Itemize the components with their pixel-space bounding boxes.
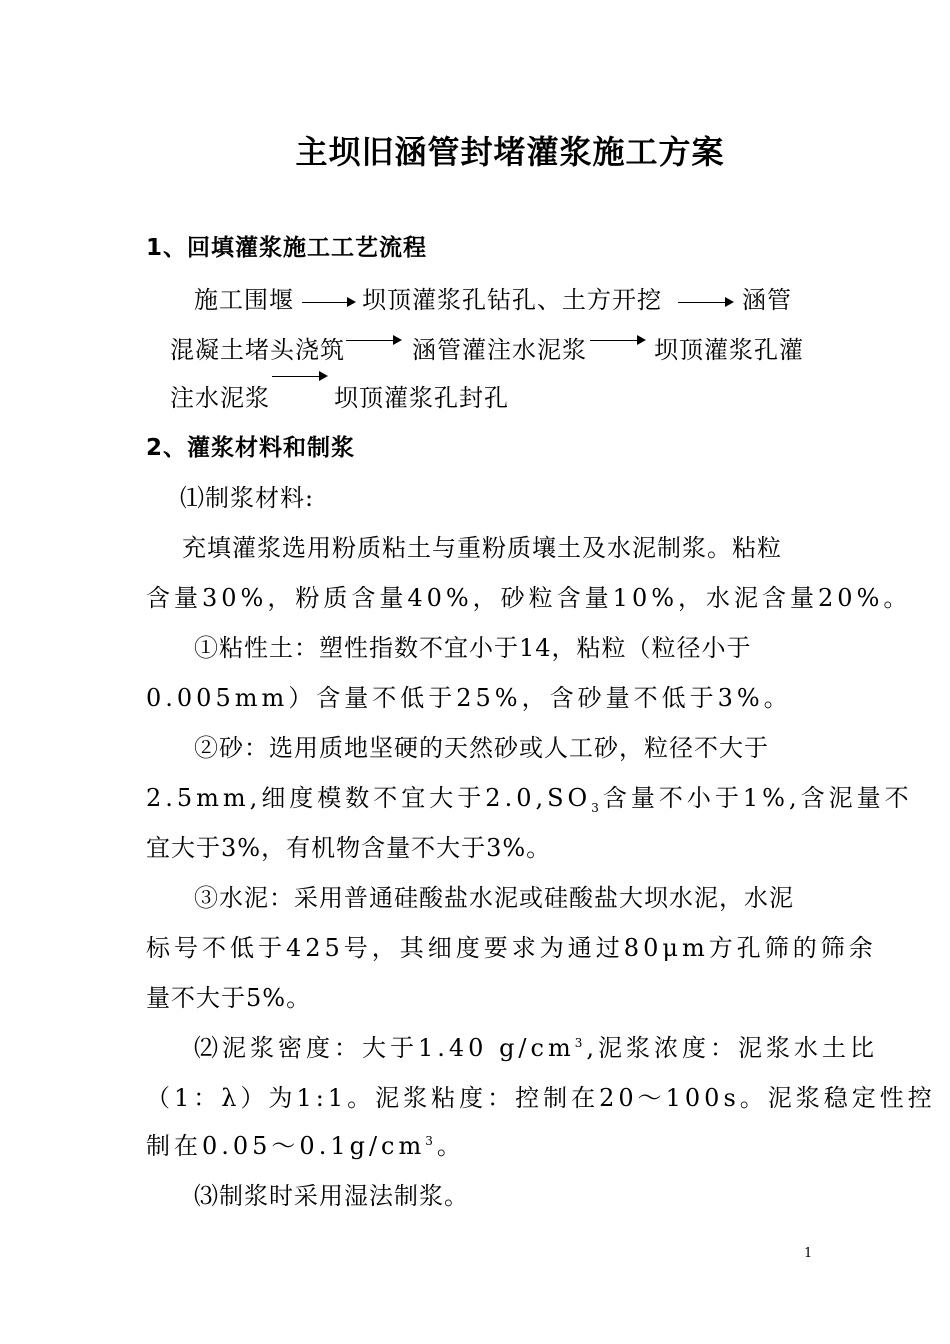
clay-line: ①粘性土：塑性指数不宜小于14，粘粒（粒径小于 <box>194 634 752 662</box>
flow-arrow-icon <box>590 340 644 341</box>
flow-arrow-icon <box>678 302 732 303</box>
item-2-line: （1：λ）为1:1。泥浆粘度：控制在20～100s。泥浆稳定性控 <box>146 1084 936 1112</box>
page-number: 1 <box>804 1246 813 1261</box>
item-1-label: ⑴制浆材料: <box>180 484 315 512</box>
paragraph-line: 充填灌浆选用粉质粘土与重粉质壤土及水泥制浆。粘粒 <box>182 534 782 562</box>
flow-step-culvert-a: 涵管 <box>742 286 792 314</box>
paragraph-line: 含量30%，粉质含量40%，砂粒含量10%，水泥含量20%。 <box>146 584 912 612</box>
item-2-line: ⑵泥浆密度：大于1.40 $g/cm^3$,泥浆浓度：泥浆水土比 <box>194 1034 878 1062</box>
sand-line: ②砂：选用质地坚硬的天然砂或人工砂，粒径不大于 <box>194 734 769 762</box>
cement-line: 量不大于5%。 <box>146 984 312 1012</box>
cement-line: 标号不低于425号，其细度要求为通过80μm方孔筛的筛余 <box>146 934 877 962</box>
flow-arrow-icon <box>346 340 400 341</box>
cement-line: ③水泥：采用普通硅酸盐水泥或硅酸盐大坝水泥，水泥 <box>194 884 794 912</box>
flow-step-crest-grouting-b: 注水泥浆 <box>170 384 270 412</box>
section-2-heading: 2、灌浆材料和制浆 <box>146 435 356 461</box>
clay-line: 0.005mm）含量不低于25%，含砂量不低于3%。 <box>146 684 792 712</box>
flow-step-culvert-grouting: 涵管灌注水泥浆 <box>412 336 587 364</box>
sand-line: 宜大于3%，有机物含量不大于3%。 <box>146 834 552 862</box>
flow-step-drilling: 坝顶灌浆孔钻孔、土方开挖 <box>362 286 662 314</box>
section-1-heading: 1、回填灌浆施工工艺流程 <box>146 235 428 261</box>
item-2-line: 制在$0.05\sim 0.1g/cm^3$。 <box>146 1132 465 1160</box>
flow-step-cofferdam: 施工围堰 <box>194 286 294 314</box>
item-3-line: ⑶制浆时采用湿法制浆。 <box>194 1182 469 1210</box>
document-title: 主坝旧涵管封堵灌浆施工方案 <box>295 133 725 171</box>
flow-arrow-icon <box>302 302 354 303</box>
flow-step-crest-grouting-a: 坝顶灌浆孔灌 <box>654 336 804 364</box>
sand-line: 2.5mm,细度模数不宜大于$2.0,SO_3$含量不小于1%,含泥量不 <box>146 784 913 815</box>
flow-step-seal-hole: 坝顶灌浆孔封孔 <box>334 384 509 412</box>
flow-arrow-icon <box>272 376 326 377</box>
flow-step-culvert-b: 混凝土堵头浇筑 <box>170 336 345 364</box>
